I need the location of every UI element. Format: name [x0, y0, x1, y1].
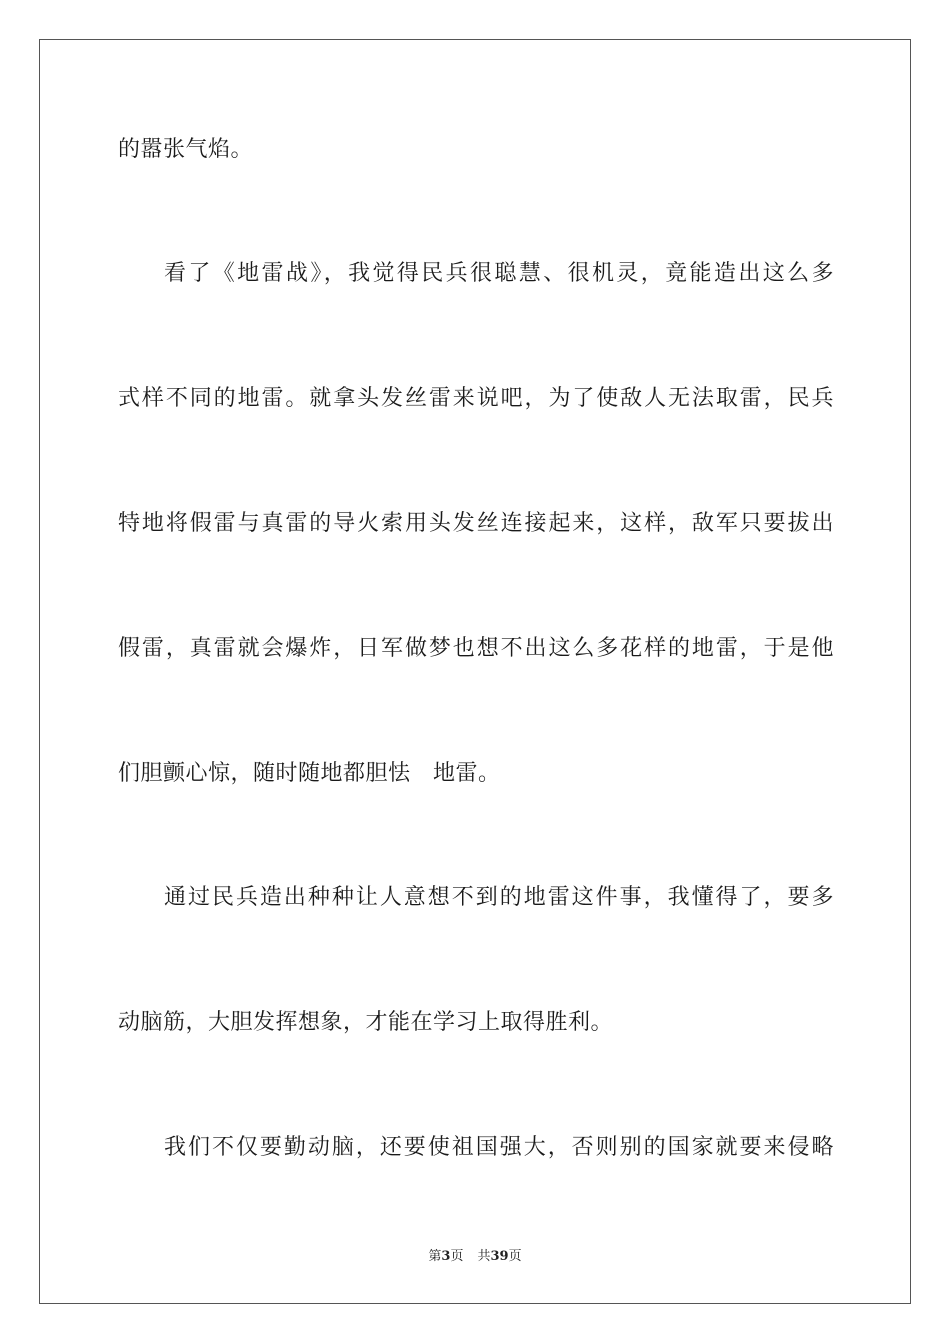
text-line: 式样不同的地雷。就拿头发丝雷来说吧，为了使敌人无法取雷，民兵 [118, 386, 834, 411]
text-line: 的嚣张气焰。 [118, 137, 254, 162]
text-line: 我们不仅要勤动脑，还要使祖国强大，否则别的国家就要来侵略 [164, 1135, 834, 1160]
text-line: 假雷，真雷就会爆炸，日军做梦也想不出这么多花样的地雷，于是他 [118, 636, 834, 661]
text-line: 动脑筋，大胆发挥想象，才能在学习上取得胜利。 [118, 1010, 614, 1035]
text-line: 特地将假雷与真雷的导火索用头发丝连接起来，这样，敌军只要拔出 [118, 511, 834, 536]
page-number: 3 [441, 1249, 451, 1264]
total-pages: 39 [490, 1249, 509, 1264]
text-line: 看了《地雷战》，我觉得民兵很聪慧、很机灵，竟能造出这么多 [164, 261, 834, 286]
page-label-suffix: 页 [450, 1249, 464, 1264]
page-frame [39, 39, 911, 1304]
text-line: 们胆颤心惊，随时随地都胆怯 地雷。 [118, 761, 501, 786]
total-label-suffix: 页 [508, 1249, 522, 1264]
text-line: 通过民兵造出种种让人意想不到的地雷这件事，我懂得了，要多 [164, 885, 834, 910]
page-label-prefix: 第 [428, 1249, 442, 1264]
page-footer [0, 1248, 950, 1266]
total-label-prefix: 共 [477, 1249, 491, 1264]
